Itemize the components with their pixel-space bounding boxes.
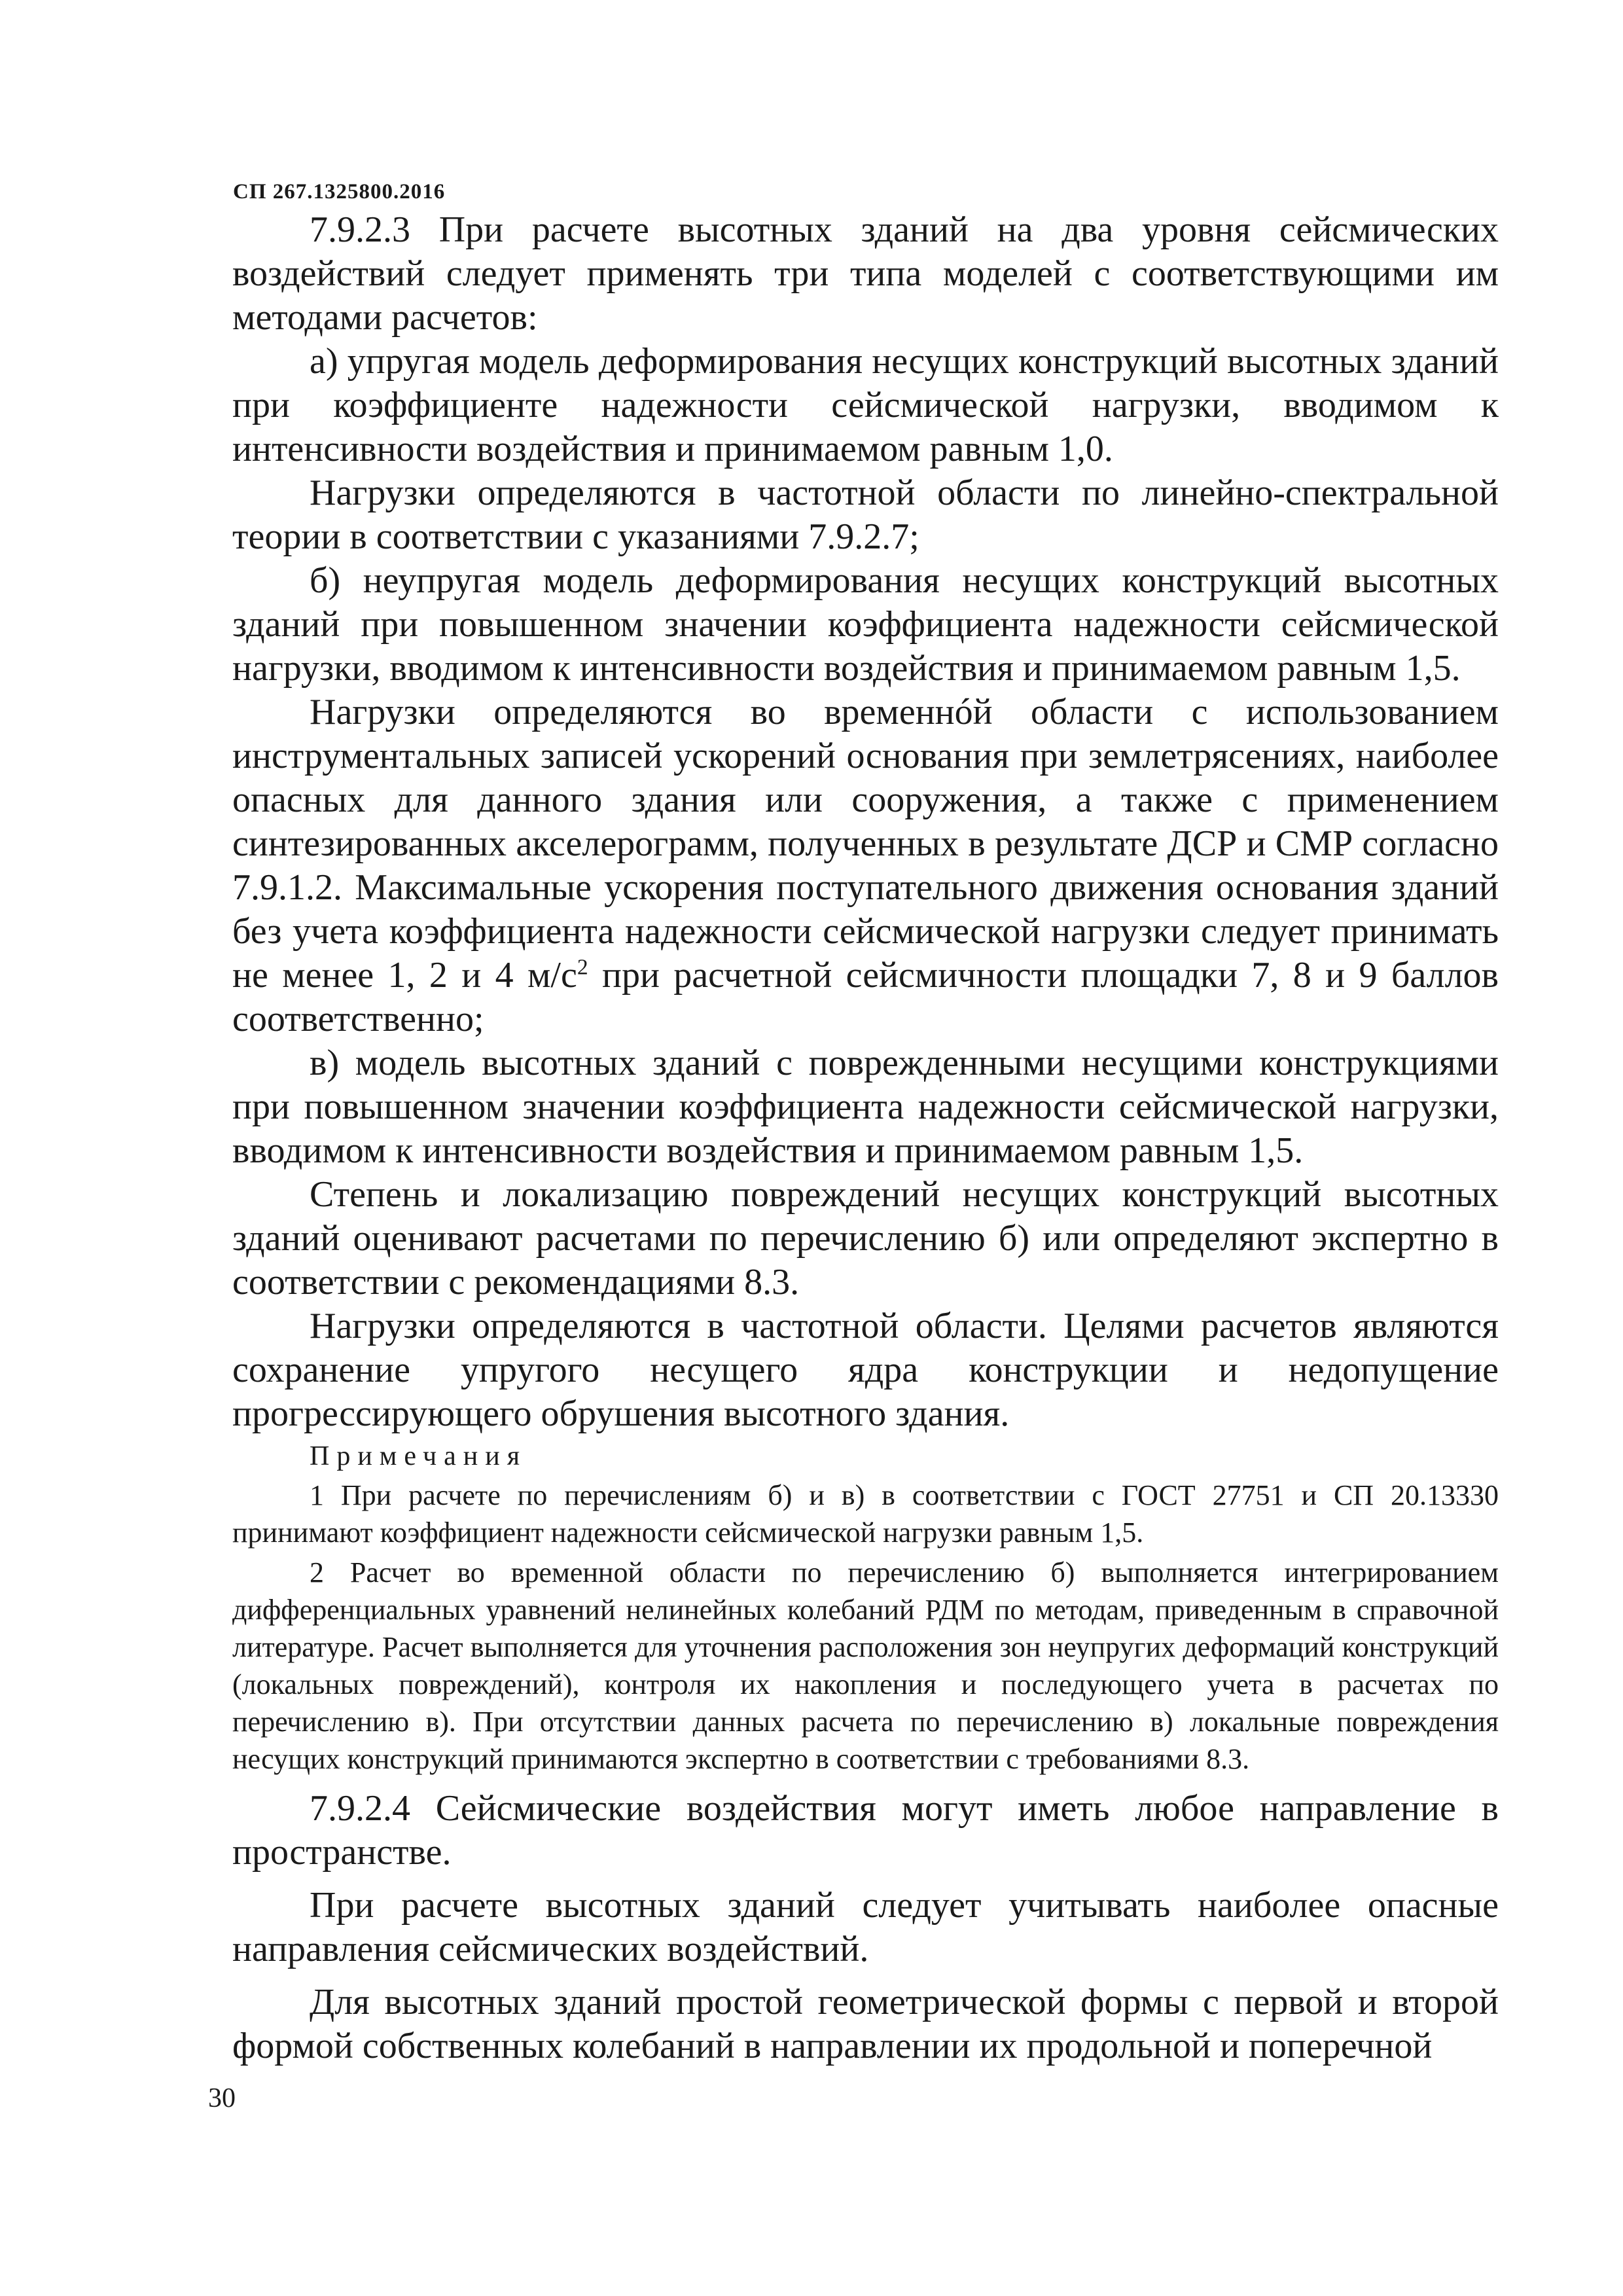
simple-geometry-paragraph: Для высотных зданий простой геометрической формы с первой и второй формой собственных колебаний в направлении их продольной и поперечной xyxy=(232,1982,1499,2066)
paragraph-7-9-2-3: 7.9.2.3 При расчете высотных зданий на два уровня сейсмических воздействий следует применять три типа моделей с соответствующими им методами расчетов: xyxy=(232,209,1499,338)
loads-time-domain-paragraph xyxy=(232,691,1499,1041)
unit-superscript: 2 xyxy=(577,955,588,980)
loads-frequency-paragraph: Нагрузки определяются в частотной области по линейно-спектральной теории в соответствии с указаниями 7.9.2.7; xyxy=(232,473,1499,557)
page-number: 30 xyxy=(208,2083,236,2113)
damage-assessment-paragraph: Степень и локализацию повреждений несущих конструкций высотных зданий оценивают расчетами по перечислению б) или определяют экспертно в соответствии с рекомендациями 8.3. xyxy=(232,1174,1499,1302)
note-1: 1 При расчете по перечислениям б) и в) в соответствии с ГОСТ 27751 и СП 20.13330 принимают коэффициент надежности сейсмической нагрузки равным 1,5. xyxy=(232,1479,1499,1549)
calculation-goals-paragraph: Нагрузки определяются в частотной области. Целями расчетов являются сохранение упругого несущего ядра конструкции и недопущение прогрессирующего обрушения высотного здания. xyxy=(232,1306,1499,1434)
item-v-paragraph: в) модель высотных зданий с поврежденными несущими конструкциями при повышенном значении коэффициента надежности сейсмической нагрузки, вводимом к интенсивности воздействия и принимаемом равным 1,5. xyxy=(232,1043,1499,1171)
document-body xyxy=(232,208,1499,2068)
loads-time-domain-tail: при расчетной сейсмичности площадки 7, 8 и 9 баллов соответственно; xyxy=(232,955,1499,1039)
item-b-paragraph: б) неупругая модель деформирования несущих конструкций высотных зданий при повышенном значении коэффициента надежности сейсмической нагрузки, вводимом к интенсивности воздействия и принимаемом равным 1,5. xyxy=(232,560,1499,689)
note-2: 2 Расчет во временной области по перечислению б) выполняется интегрированием дифференциальных уравнений нелинейных колебаний РДМ по методам, приведенным в справочной литературе. Расчет выполняется для уточнения расположения зон неупругих деформаций конструкций (локальных повреждений), контроля их накопления и последующего учета в расчетах по перечислению в). При отсутствии данных расчета по перечислению в) локальные повреждения несущих конструкций принимаются экспертно в соответствии с требованиями 8.3. xyxy=(232,1556,1499,1775)
document-code-header: СП 267.1325800.2016 xyxy=(233,180,446,204)
dangerous-directions-paragraph: При расчете высотных зданий следует учитывать наиболее опасные направления сейсмических воздействий. xyxy=(232,1885,1499,1969)
notes-title: Примечания xyxy=(310,1441,527,1471)
item-a-paragraph: а) упругая модель деформирования несущих конструкций высотных зданий при коэффициенте надежности сейсмической нагрузки, вводимом к интенсивности воздействия и принимаемом равным 1,0. xyxy=(232,341,1499,469)
paragraph-7-9-2-4: 7.9.2.4 Сейсмические воздействия могут иметь любое направление в пространстве. xyxy=(232,1788,1499,1873)
loads-time-domain-text: Нагрузки определяются во временнóй области с использованием инструментальных записей ускорений основания при землетрясениях, наиболее опасных для данного здания или сооружения, а также с применением синтезированных акселерограмм, полученных в результате ДСР и СМР согласно 7.9.1.2. Максимальные ускорения поступательного движения основания зданий без учета коэффициента надежности сейсмической нагрузки следует принимать не менее 1, 2 и 4 м/с xyxy=(232,692,1499,996)
